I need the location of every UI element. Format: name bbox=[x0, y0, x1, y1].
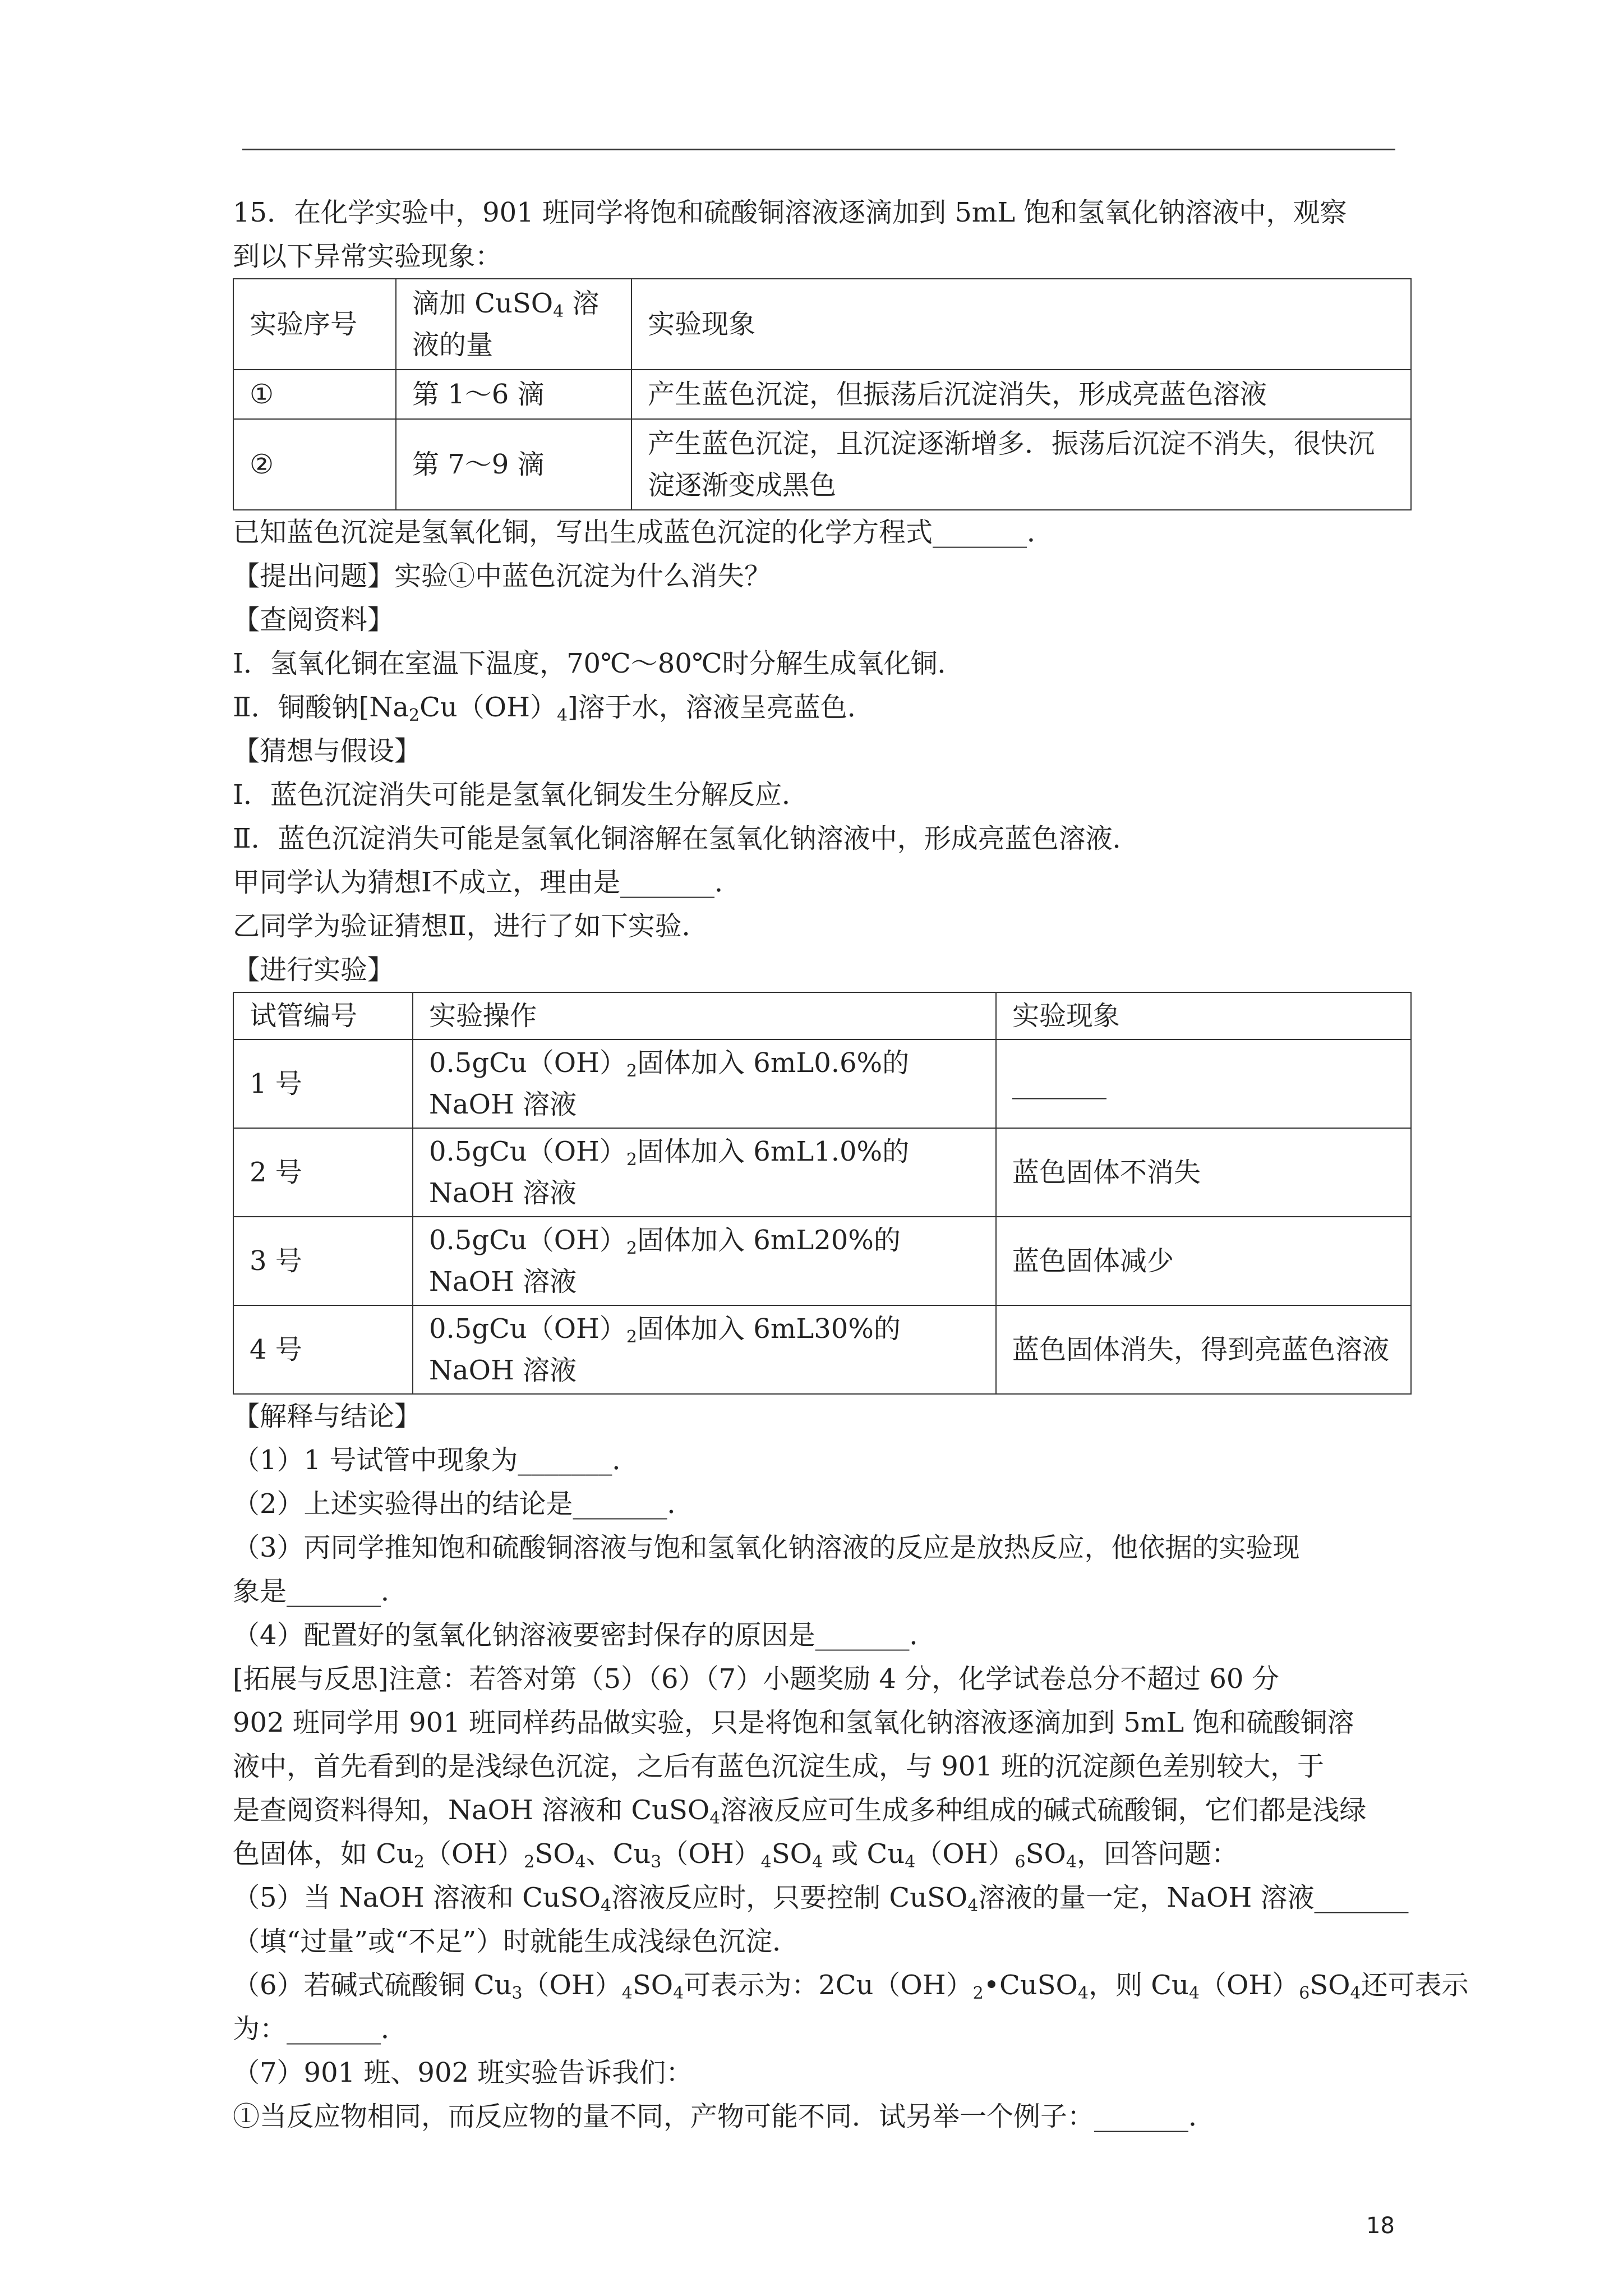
operation: $0.5gCu(OH)_2$固体加入 6mL0.6%的 NaOH 溶液 bbox=[413, 1039, 996, 1128]
result: 蓝色固体消失，得到亮蓝色溶液 bbox=[996, 1305, 1411, 1394]
tube-no: 1 号 bbox=[233, 1039, 413, 1128]
table-row bbox=[233, 1039, 1411, 1128]
header-rule bbox=[242, 149, 1395, 150]
tube-no: 4 号 bbox=[233, 1305, 413, 1394]
row-phenomenon: 产生蓝色沉淀，但振荡后沉淀消失，形成亮蓝色溶液 bbox=[631, 370, 1411, 419]
row-amount: 第 1～6 滴 bbox=[396, 370, 631, 419]
operation: $0.5gCu(OH)_2$固体加入 6mL30%的 NaOH 溶液 bbox=[413, 1305, 996, 1394]
operation: $0.5gCu(OH)_2$固体加入 6mL20%的 NaOH 溶液 bbox=[413, 1217, 996, 1305]
table-row bbox=[233, 1305, 1411, 1394]
table-row bbox=[233, 1128, 1411, 1217]
row-amount: 第 7～9 滴 bbox=[396, 419, 631, 510]
phenomenon-table-header bbox=[233, 279, 1411, 370]
header-result: 实验现象 bbox=[996, 992, 1411, 1039]
result: 蓝色固体不消失 bbox=[996, 1128, 1411, 1217]
extension-q7: （7）901 班、902 班实验告诉我们： bbox=[233, 2057, 693, 2088]
header-tube-no: 试管编号 bbox=[233, 992, 413, 1039]
extension-q7-item1: ①当反应物相同，而反应物的量不同，产物可能不同．试另举一个例子：_______． bbox=[233, 2101, 1216, 2132]
page-number: 18 bbox=[1366, 2213, 1395, 2239]
conclusion-q2: （2）上述实验得出的结论是_______． bbox=[233, 1488, 694, 1520]
row-id: ② bbox=[233, 419, 396, 510]
raise-question: 【提出问题】实验①中蓝色沉淀为什么消失？ bbox=[233, 560, 772, 592]
known-statement: 已知蓝色沉淀是氢氧化铜，写出生成蓝色沉淀的化学方程式_______． bbox=[233, 517, 1054, 548]
row-id: ① bbox=[233, 370, 396, 419]
conclusion-q3-line1: （3）丙同学推知饱和硫酸铜溶液与饱和氢氧化钠溶液的反应是放热反应，他依据的实验现 bbox=[233, 1532, 1300, 1563]
table-row bbox=[233, 419, 1411, 510]
student-a-statement: 甲同学认为猜想Ⅰ不成立，理由是_______． bbox=[233, 867, 741, 898]
extension-q5-line2: （填“过量”或“不足”）时就能生成浅绿色沉淀． bbox=[233, 1926, 800, 1957]
reference-item-1: Ⅰ．氢氧化铜在室温下温度，70℃～80℃时分解生成氧化铜． bbox=[233, 648, 965, 679]
extension-title: [拓展与反思]注意：若答对第（5）（6）（7）小题奖励 4 分，化学试卷总分不超过 60 分 bbox=[233, 1663, 1279, 1695]
conclusion-q4: （4）配置好的氢氧化钠溶液要密封保存的原因是_______． bbox=[233, 1619, 937, 1651]
header-phenomenon: 实验现象 bbox=[631, 279, 1411, 370]
extension-q5-line1: （5）当 NaOH 溶液和 CuSO$_4$溶液反应时，只要控制 CuSO$_4$溶液的量一定，NaOH 溶液_______ bbox=[233, 1882, 1409, 1916]
phenomenon-table bbox=[233, 278, 1412, 510]
table-row bbox=[233, 1217, 1411, 1305]
row-phenomenon: 产生蓝色沉淀，且沉淀逐渐增多．振荡后沉淀不消失，很快沉淀逐渐变成黑色 bbox=[631, 419, 1411, 510]
question-intro-line2: 到以下异常实验现象： bbox=[233, 241, 502, 272]
header-drop-amount: 滴加 CuSO$_4$ 溶液的量 bbox=[396, 279, 631, 370]
header-operation: 实验操作 bbox=[413, 992, 996, 1039]
experiment-title: 【进行实验】 bbox=[233, 954, 395, 986]
result: _______ bbox=[996, 1039, 1411, 1128]
student-b-statement: 乙同学为验证猜想Ⅱ，进行了如下实验． bbox=[233, 910, 709, 942]
conclusion-title: 【解释与结论】 bbox=[233, 1401, 422, 1432]
result: 蓝色固体减少 bbox=[996, 1217, 1411, 1305]
tube-no: 3 号 bbox=[233, 1217, 413, 1305]
table-row bbox=[233, 370, 1411, 419]
experiment-table-header bbox=[233, 992, 1411, 1039]
extension-para-line2: 液中，首先看到的是浅绿色沉淀，之后有蓝色沉淀生成，与 901 班的沉淀颜色差别较大，于 bbox=[233, 1751, 1325, 1782]
header-experiment-no: 实验序号 bbox=[233, 279, 396, 370]
conclusion-q3-line2: 象是_______． bbox=[233, 1576, 408, 1607]
extension-q6-line2: 为：_______． bbox=[233, 2013, 408, 2045]
extension-para-line1: 902 班同学用 901 班同样药品做实验，只是将饱和氢氧化钠溶液逐滴加到 5mL 饱和硫酸铜溶 bbox=[233, 1707, 1354, 1738]
hypothesis-item-2: Ⅱ．蓝色沉淀消失可能是氢氧化铜溶解在氢氧化钠溶液中，形成亮蓝色溶液． bbox=[233, 823, 1140, 854]
tube-no: 2 号 bbox=[233, 1128, 413, 1217]
references-title: 【查阅资料】 bbox=[233, 604, 395, 636]
hypothesis-item-1: Ⅰ．蓝色沉淀消失可能是氢氧化铜发生分解反应． bbox=[233, 779, 809, 811]
extension-para-line4: 色固体，如 $Cu_2(OH)_2SO_4$、$Cu_3(OH)_4SO_4$ 或 $Cu_4(OH)_6SO_4$，回答问题： bbox=[233, 1838, 1238, 1872]
operation: $0.5gCu(OH)_2$固体加入 6mL1.0%的 NaOH 溶液 bbox=[413, 1128, 996, 1217]
question-intro-line1: 15．在化学实验中，901 班同学将饱和硫酸铜溶液逐滴加到 5mL 饱和氢氧化钠溶液中，观察 bbox=[233, 197, 1347, 228]
extension-para-line3: 是查阅资料得知，NaOH 溶液和 CuSO$_4$溶液反应可生成多种组成的碱式硫酸铜，它们都是浅绿 bbox=[233, 1795, 1367, 1828]
reference-item-2: Ⅱ．铜酸钠$[Na_2Cu(OH)_4]$溶于水，溶液呈亮蓝色． bbox=[233, 692, 874, 725]
experiment-table bbox=[233, 992, 1412, 1395]
conclusion-q1: （1）1 号试管中现象为_______． bbox=[233, 1444, 639, 1476]
extension-q6-line1: （6）若碱式硫酸铜 $Cu_3(OH)_4SO_4$可表示为：$2Cu(OH)_2•CuSO_4$，则 $Cu_4(OH)_6SO_4$还可表示 bbox=[233, 1970, 1469, 2003]
hypothesis-title: 【猜想与假设】 bbox=[233, 735, 422, 767]
question-15 bbox=[233, 191, 1469, 2138]
